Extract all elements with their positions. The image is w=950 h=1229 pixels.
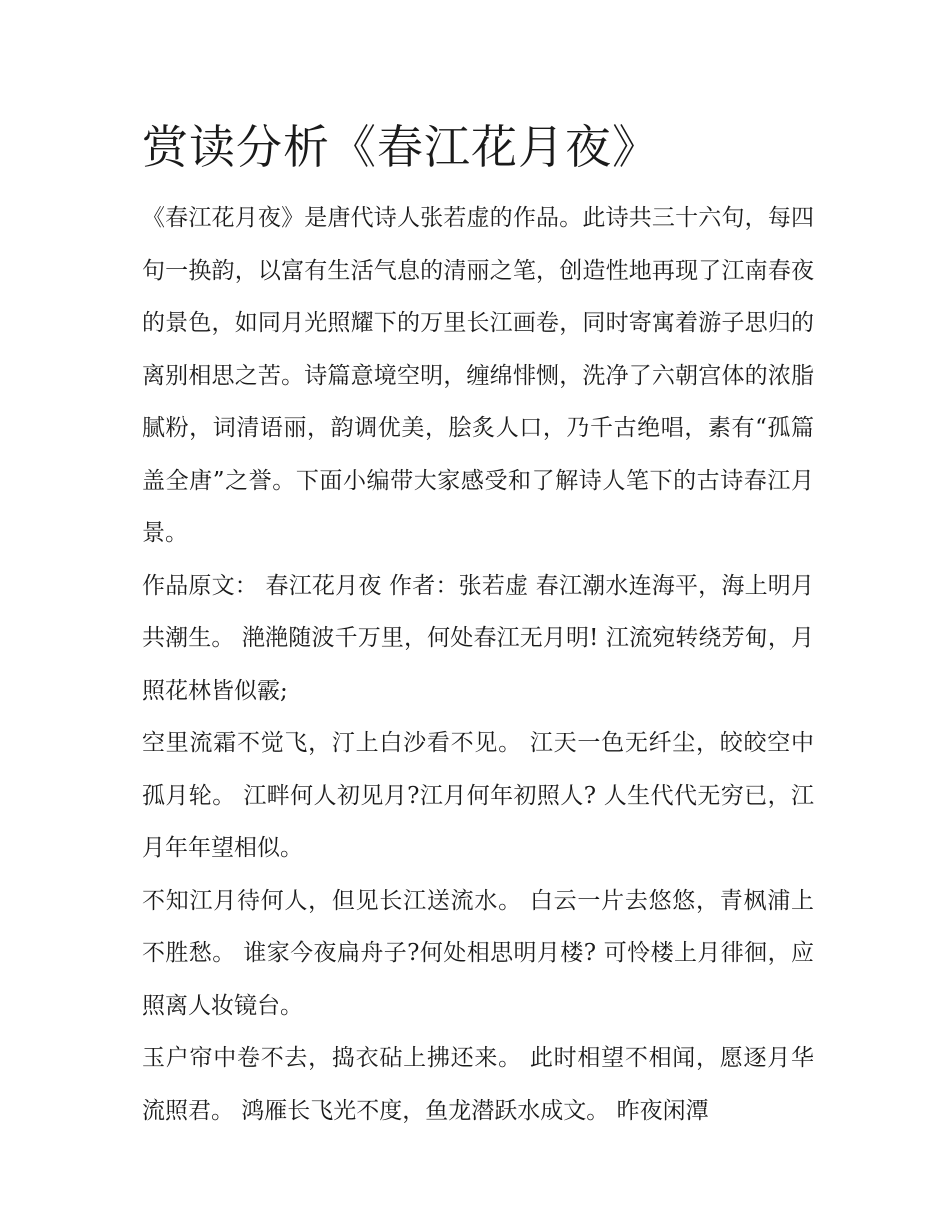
document-page	[142, 112, 814, 1137]
document-title: 赏读分析《春江花月夜》	[142, 120, 659, 174]
paragraph-poem-part-3: 不知江月待何人，但见长江送流水。 白云一片去悠悠，青枫浦上不胜愁。 谁家今夜扁舟子?何处相思明月楼? 可怜楼上月徘徊，应照离人妆镜台。	[142, 887, 814, 1019]
paragraph-poem-part-2: 空里流霜不觉飞，汀上白沙看不见。 江天一色无纤尘，皎皎空中孤月轮。 江畔何人初见月?江月何年初照人? 人生代代无穷已，江月年年望相似。	[142, 730, 814, 861]
paragraph-poem-part-1: 作品原文： 春江花月夜 作者：张若虚 春江潮水连海平，海上明月共潮生。 滟滟随波千万里，何处春江无月明! 江流宛转绕芳甸，月照花林皆似霰;	[142, 572, 814, 704]
paragraph-poem-part-4: 玉户帘中卷不去，捣衣砧上拂还来。 此时相望不相闻，愿逐月华流照君。 鸿雁长飞光不度，鱼龙潜跃水成文。 昨夜闲潭	[142, 1045, 814, 1124]
paragraph-intro: 《春江花月夜》是唐代诗人张若虚的作品。此诗共三十六句，每四句一换韵，以富有生活气息的清丽之笔，创造性地再现了江南春夜的景色，如同月光照耀下的万里长江画卷，同时寄寓着游子思归的离别相思之苦。诗篇意境空明，缠绵悱恻，洗净了六朝宫体的浓脂腻粉，词清语丽，韵调优美，脍炙人口，乃千古绝唱，素有“孤篇盖全唐”之誉。下面小编带大家感受和了解诗人笔下的古诗春江月景。	[142, 205, 814, 546]
